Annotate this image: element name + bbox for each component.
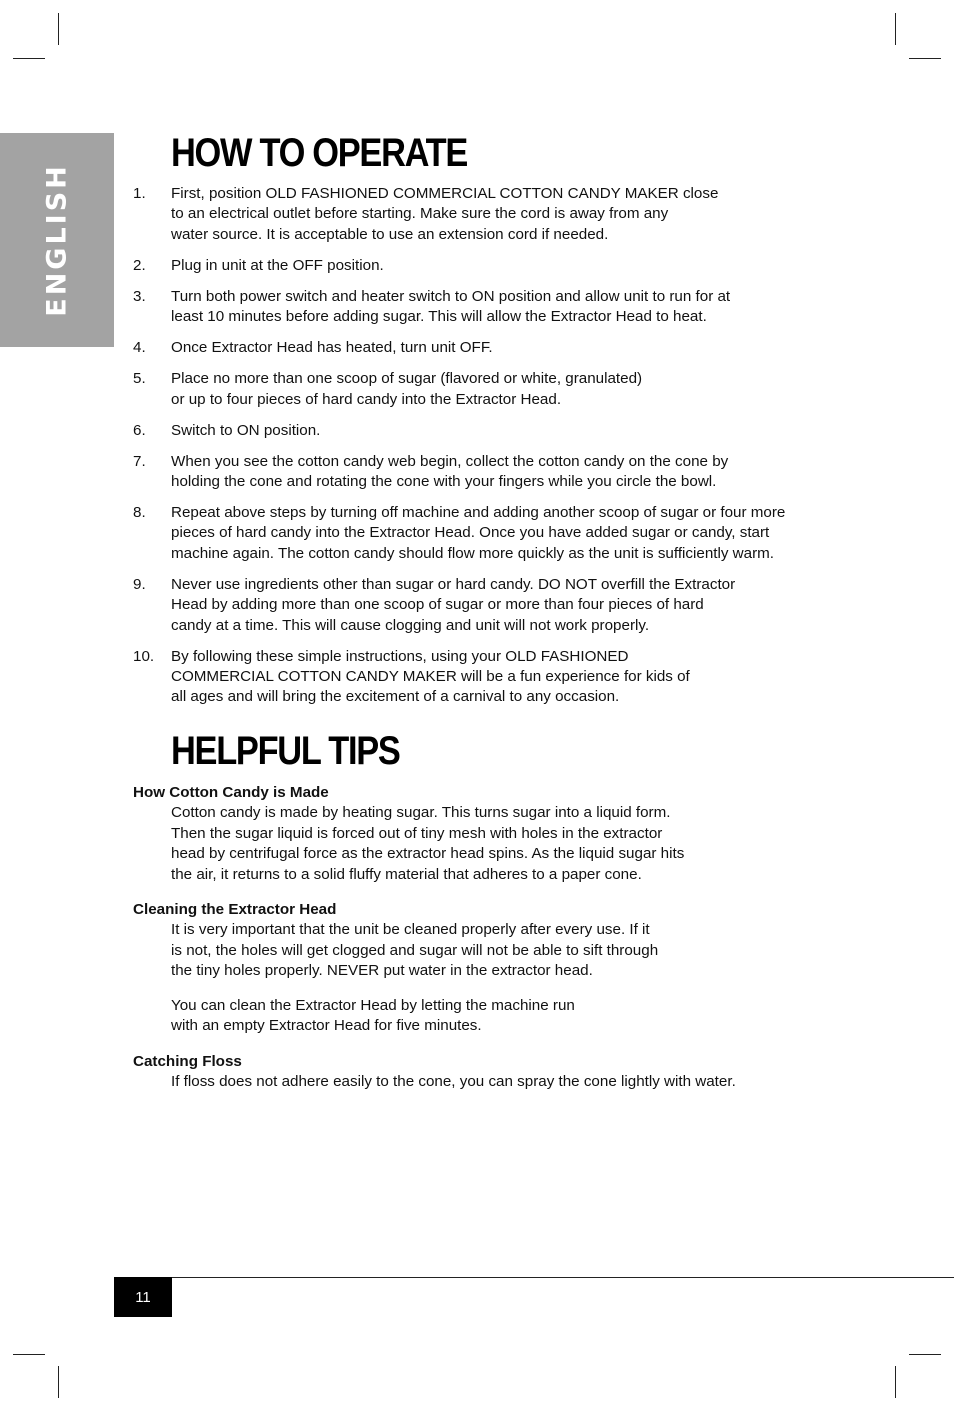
step-number: 7. [133, 452, 146, 470]
tip-section [133, 1052, 833, 1093]
tip-title: Catching Floss [133, 1053, 242, 1070]
step-number: 4. [133, 339, 146, 357]
tip-paragraph: Cotton candy is made by heating sugar. This turns sugar into a liquid form. Then the sugar liquid is forced out of tiny mesh with holes in the extractor head by centrifugal force as the extractor head spins. As the liquid sugar hits the air, it returns to a solid fluffy material that adheres to a paper cone. [171, 804, 685, 883]
tip-paragraph: It is very important that the unit be cleaned properly after every use. If it is not, the holes will get clogged and sugar will not be able to sift through the tiny holes properly. NEVER put water in the extractor head. [171, 921, 659, 980]
tip-paragraph: You can clean the Extractor Head by letting the machine run with an empty Extractor Head for five minutes. [171, 996, 575, 1035]
step-text: Switch to ON position. [171, 421, 321, 439]
tip-section [133, 900, 833, 1036]
crop-mark [58, 13, 59, 45]
step-number: 5. [133, 370, 146, 388]
step-item [133, 287, 833, 328]
step-item [133, 575, 833, 636]
step-text: First, position OLD FASHIONED COMMERCIAL COTTON CANDY MAKER close to an electrical outlet before starting. Make sure the cord is away from any water source. It is acceptable to use an extension cord if needed. [171, 185, 719, 243]
step-text: By following these simple instructions, using your OLD FASHIONED COMMERCIAL COTTON CANDY MAKER will be a fun experience for kids of all ages and will bring the excitement of a carnival to any occasion. [171, 647, 690, 706]
language-tab-label: ENGLISH [41, 163, 73, 317]
tip-title: Cleaning the Extractor Head [133, 901, 337, 918]
step-number: 9. [133, 575, 146, 593]
crop-mark [909, 58, 941, 59]
step-number: 1. [133, 185, 146, 202]
step-item [133, 256, 833, 276]
step-text: Place no more than one scoop of sugar (flavored or white, granulated) or up to four pieces of hard candy into the Extractor Head. [171, 370, 643, 408]
crop-mark [895, 1366, 896, 1398]
crop-mark [58, 1366, 59, 1398]
step-text: Plug in unit at the OFF position. [171, 256, 384, 274]
crop-mark [909, 1354, 941, 1355]
step-number: 2. [133, 256, 146, 274]
step-text: Repeat above steps by turning off machine and adding another scoop of sugar or four more pieces of hard candy into the Extractor Head. Once you have added sugar or candy, start machine again. The cotton candy should flow more quickly as the unit is sufficiently warm. [171, 504, 786, 562]
step-item [133, 184, 833, 245]
step-number: 3. [133, 287, 146, 305]
page-number: 11 [135, 1288, 151, 1306]
tip-title: How Cotton Candy is Made [133, 784, 329, 801]
tip-paragraph: If floss does not adhere easily to the cone, you can spray the cone lightly with water. [171, 1073, 736, 1091]
step-text: Turn both power switch and heater switch to ON position and allow unit to run for at least 10 minutes before adding sugar. This will allow the Extractor Head to heat. [171, 287, 731, 326]
step-number: 6. [133, 421, 146, 439]
language-tab [0, 133, 114, 347]
how-to-operate-heading: HOW TO OPERATE [171, 131, 468, 175]
crop-mark [895, 13, 896, 45]
helpful-tips-heading: HELPFUL TIPS [171, 729, 400, 773]
footer-rule [114, 1277, 954, 1278]
step-item [133, 647, 833, 708]
step-item [133, 503, 833, 564]
crop-mark [13, 58, 45, 59]
step-number: 10. [133, 647, 155, 665]
step-text: When you see the cotton candy web begin, collect the cotton candy on the cone by holding the cone and rotating the cone with your fingers while you circle the bowl. [171, 452, 729, 491]
step-item [133, 421, 833, 441]
crop-mark [13, 1354, 45, 1355]
step-number: 8. [133, 504, 146, 522]
step-text: Never use ingredients other than sugar or hard candy. DO NOT overfill the Extractor Head by adding more than one scoop of sugar or more than four pieces of hard candy at a time. This will cause clogging and unit will not work properly. [171, 575, 736, 634]
page-number-box [114, 1277, 172, 1317]
step-item [133, 338, 833, 358]
step-item [133, 452, 833, 493]
tip-section [133, 783, 833, 885]
step-text: Once Extractor Head has heated, turn unit OFF. [171, 339, 493, 357]
operating-steps-list [133, 184, 833, 718]
step-item [133, 369, 833, 410]
